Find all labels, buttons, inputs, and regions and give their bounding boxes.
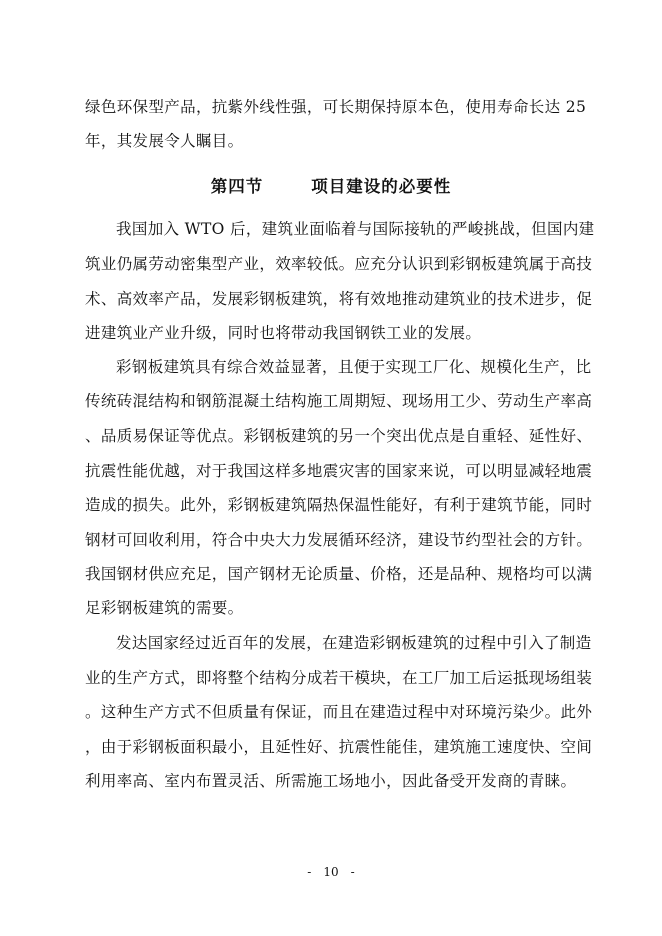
footer-dash-left: - xyxy=(307,865,312,879)
section-heading xyxy=(0,176,662,198)
body-text-line: 年，其发展令人瞩目。 xyxy=(85,132,244,150)
body-text-line: 、品质易保证等优点。彩钢板建筑的另一个突出优点是自重轻、延性好、 xyxy=(85,427,593,445)
body-text-line: 进建筑业产业升级，同时也将带动我国钢铁工业的发展。 xyxy=(85,324,482,342)
body-text-line: 我国钢材供应充足，国产钢材无论质量、价格，还是品种、规格均可以满 xyxy=(85,565,593,583)
body-text-line: 绿色环保型产品，抗紫外线性强，可长期保持原本色，使用寿命长达 25 xyxy=(85,98,587,116)
footer-dash-right: - xyxy=(350,865,355,879)
body-text-line: ，由于彩钢板面积最小，且延性好、抗震性能佳，建筑施工速度快、空间 xyxy=(85,738,593,756)
page-footer xyxy=(0,864,662,880)
body-text-line: 抗震性能优越，对于我国这样多地震灾害的国家来说，可以明显减轻地震 xyxy=(85,462,593,480)
body-text-line: 彩钢板建筑具有综合效益显著，且便于实现工厂化、规模化生产，比 xyxy=(116,358,592,376)
body-text-line: 业的生产方式，即将整个结构分成若干模块，在工厂加工后运抵现场组装 xyxy=(85,669,593,687)
section-number: 第四节 xyxy=(210,177,264,196)
body-text-line: 造成的损失。此外，彩钢板建筑隔热保温性能好，有利于建筑节能，同时 xyxy=(85,496,593,514)
body-text-line: 术、高效率产品，发展彩钢板建筑，将有效地推动建筑业的技术进步，促 xyxy=(85,290,593,308)
body-text-line: 。这种生产方式不但质量有保证，而且在建造过程中对环境污染少。此外 xyxy=(85,703,593,721)
body-text-line: 钢材可回收利用，符合中央大力发展循环经济，建设节约型社会的方针。 xyxy=(85,531,593,549)
body-text-line: 利用率高、室内布置灵活、所需施工场地小，因此备受开发商的青睐。 xyxy=(85,772,577,790)
page-number: 10 xyxy=(323,865,339,879)
body-text-line: 足彩钢板建筑的需要。 xyxy=(85,599,244,617)
body-text-line: 发达国家经过近百年的发展，在建造彩钢板建筑的过程中引入了制造 xyxy=(116,634,592,652)
body-text-line: 筑业仍属劳动密集型产业，效率较低。应充分认识到彩钢板建筑属于高技 xyxy=(85,255,593,273)
section-title: 项目建设的必要性 xyxy=(311,177,452,196)
body-text-line: 我国加入 WTO 后，建筑业面临着与国际接轨的严峻挑战，但国内建 xyxy=(116,220,595,238)
body-text-line: 传统砖混结构和钢筋混凝土结构施工周期短、现场用工少、劳动生产率高 xyxy=(85,392,593,410)
